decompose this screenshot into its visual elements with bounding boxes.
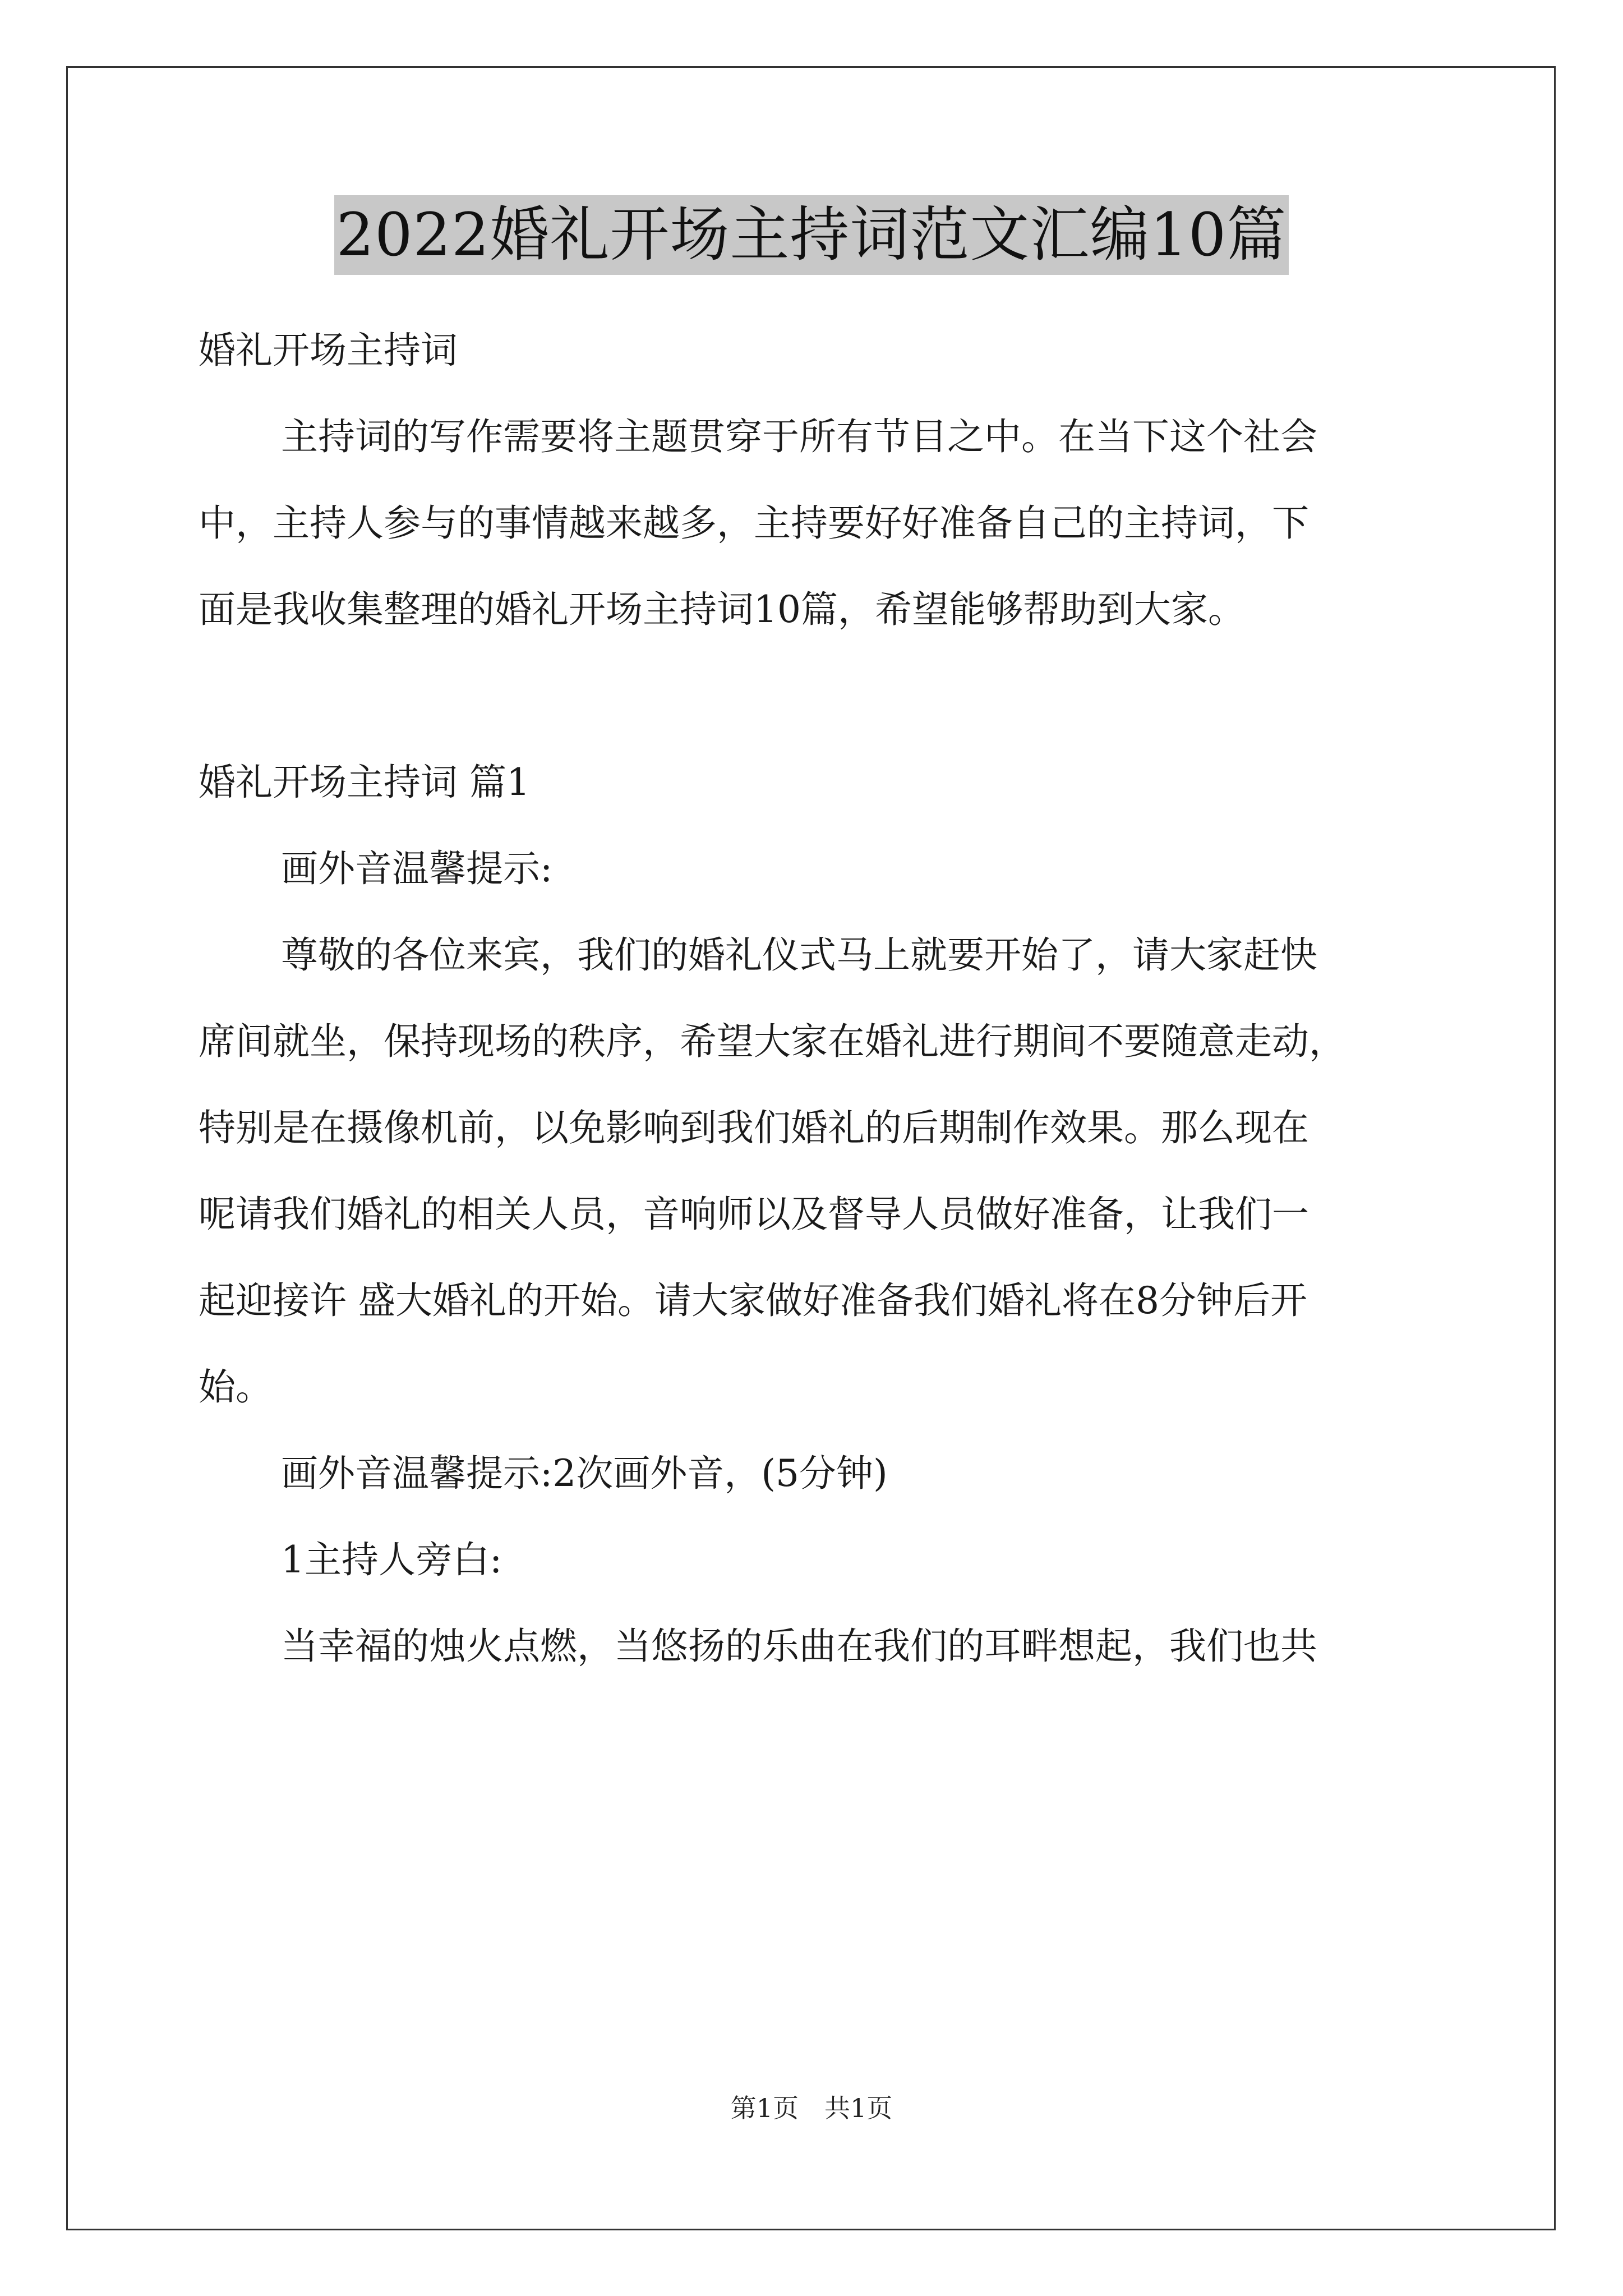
welcome-line-5: 起迎接许 盛大婚礼的开始。请大家做好准备我们婚礼将在8分钟后开 bbox=[199, 1279, 1307, 1322]
document-body bbox=[199, 307, 1432, 1690]
welcome-line-6: 始。 bbox=[199, 1365, 273, 1409]
intro-line-1: 主持词的写作需要将主题贯穿于所有节目之中。在当下这个社会 bbox=[281, 415, 1317, 458]
welcome-line-1: 尊敬的各位来宾，我们的婚礼仪式马上就要开始了，请大家赶快 bbox=[281, 933, 1317, 977]
intro-line-3: 面是我收集整理的婚礼开场主持词10篇，希望能够帮助到大家。 bbox=[199, 588, 1245, 631]
section-heading-part1: 婚礼开场主持词 篇1 bbox=[199, 761, 530, 804]
paragraph-gap bbox=[199, 653, 1432, 739]
host-narration-heading: 1主持人旁白: bbox=[281, 1538, 502, 1581]
narration-line-1: 当幸福的烛火点燃，当悠扬的乐曲在我们的耳畔想起，我们也共 bbox=[281, 1625, 1317, 1668]
document-title: 2022婚礼开场主持词范文汇编10篇 bbox=[334, 195, 1289, 275]
section-heading-main: 婚礼开场主持词 bbox=[199, 329, 458, 372]
voiceover-tip-2: 画外音温馨提示:2次画外音，(5分钟) bbox=[281, 1452, 888, 1495]
welcome-line-4: 呢请我们婚礼的相关人员，音响师以及督导人员做好准备，让我们一 bbox=[199, 1193, 1309, 1236]
welcome-line-2: 席间就坐，保持现场的秩序，希望大家在婚礼进行期间不要随意走动， bbox=[199, 1020, 1346, 1063]
page-footer: 第1页 共1页 bbox=[730, 2093, 893, 2123]
voiceover-tip: 画外音温馨提示: bbox=[281, 847, 553, 890]
title-container bbox=[0, 195, 1623, 275]
welcome-line-3: 特别是在摄像机前，以免影响到我们婚礼的后期制作效果。那么现在 bbox=[199, 1106, 1309, 1149]
intro-line-2: 中，主持人参与的事情越来越多，主持要好好准备自己的主持词，下 bbox=[199, 501, 1309, 545]
